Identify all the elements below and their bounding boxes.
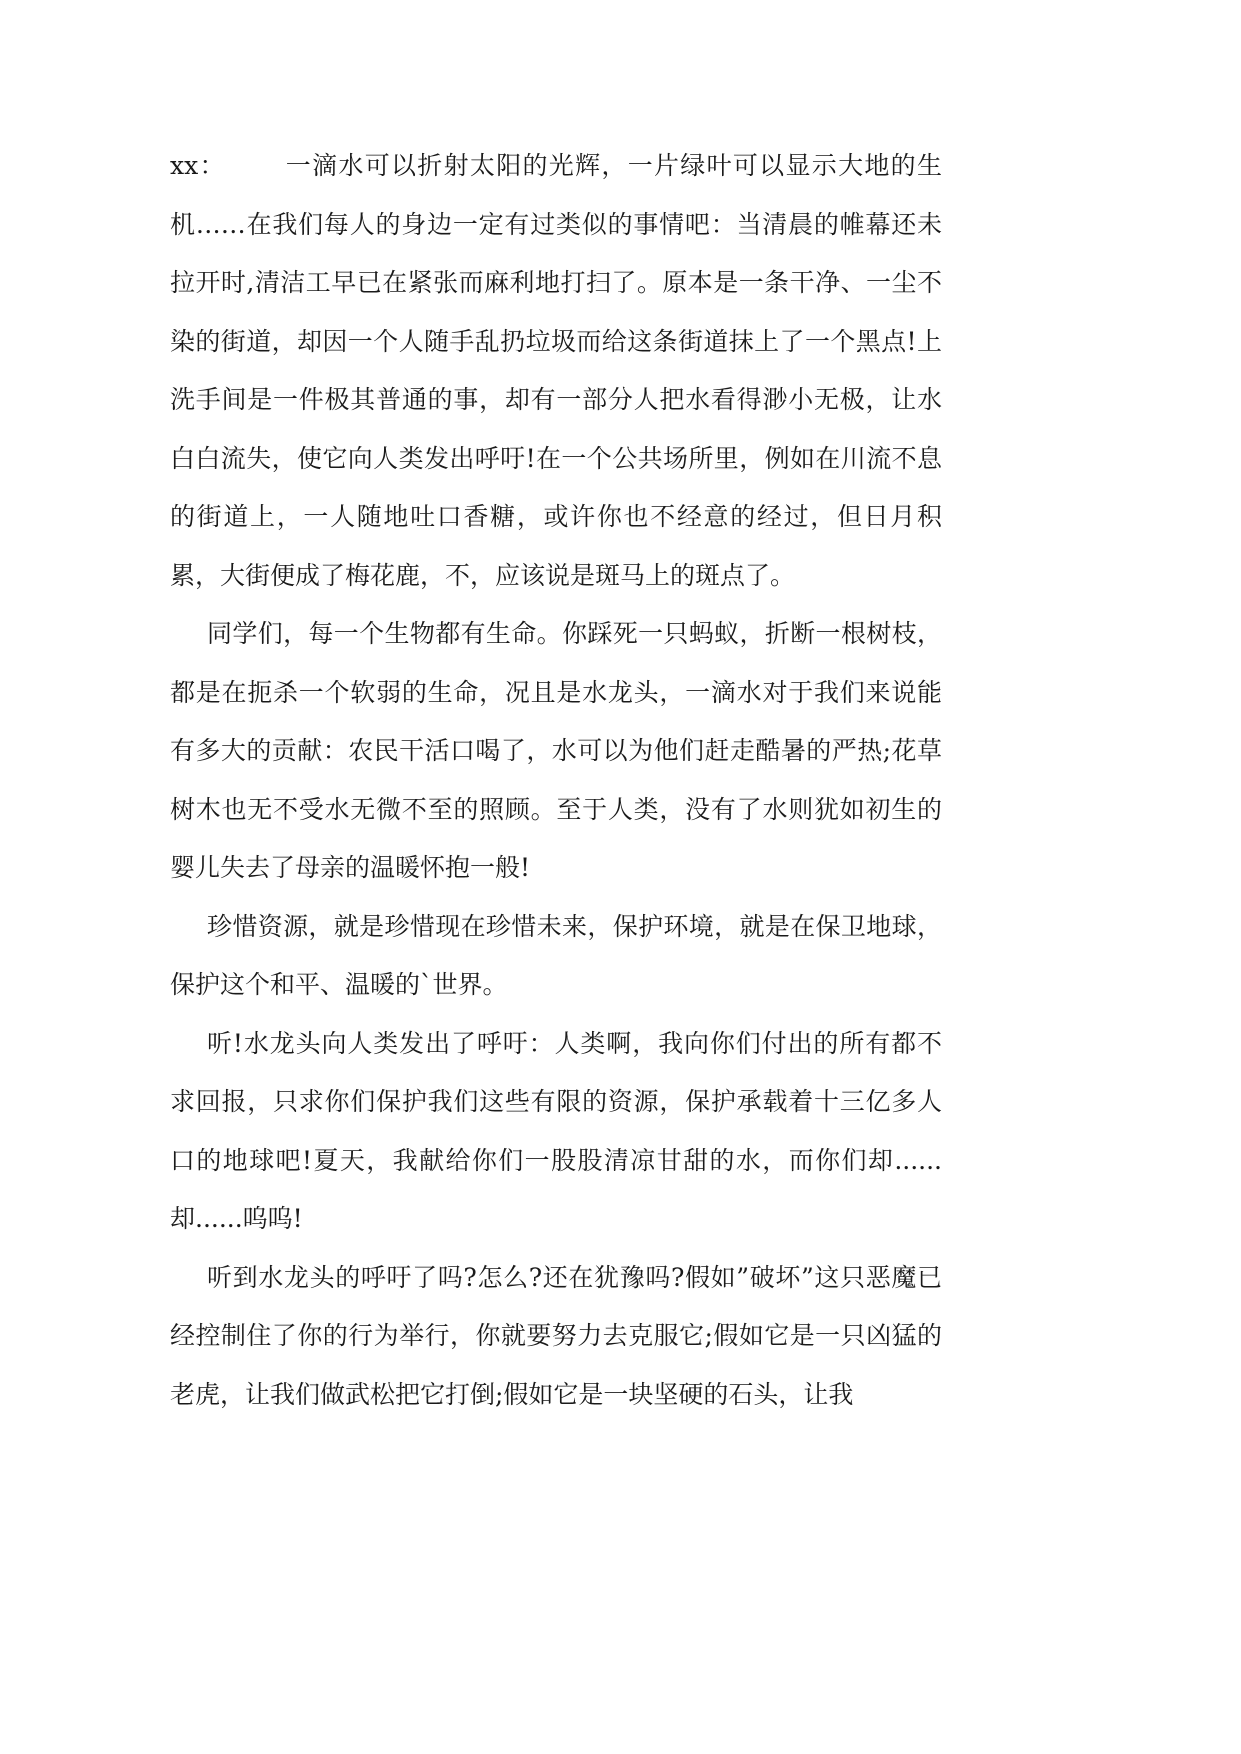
paragraph-2: 同学们，每一个生物都有生命。你踩死一只蚂蚁，折断一根树枝，都是在扼杀一个软弱的生命，况且是水龙头，一滴水对于我们来说能有多大的贡献：农民干活口喝了，水可以为他们赶走酷暑的严热;花草树木也无不受水无微不至的照顾。至于人类，没有了水则犹如初生的婴儿失去了母亲的温暖怀抱一般!	[170, 619, 942, 882]
salutation: xx：	[170, 151, 226, 180]
paragraph-3: 珍惜资源，就是珍惜现在珍惜未来，保护环境，就是在保卫地球，保护这个和平、温暖的`世界。	[170, 911, 942, 999]
document-body	[170, 137, 942, 1424]
paragraph-5: 听到水龙头的呼吁了吗?怎么?还在犹豫吗?假如”破坏”这只恶魔已经控制住了你的行为举行，你就要努力去克服它;假如它是一只凶猛的老虎，让我们做武松把它打倒;假如它是一块坚硬的石头，让我	[170, 1262, 942, 1409]
paragraph-4: 听!水龙头向人类发出了呼吁：人类啊，我向你们付出的所有都不求回报，只求你们保护我们这些有限的资源，保护承载着十三亿多人口的地球吧!夏天，我献给你们一股股清凉甘甜的水，而你们却......却......呜呜!	[170, 1028, 942, 1233]
paragraph-1-text: 一滴水可以折射太阳的光辉，一片绿叶可以显示大地的生机……在我们每人的身边一定有过类似的事情吧：当清晨的帷幕还未拉开时,清洁工早已在紧张而麻利地打扫了。原本是一条干净、一尘不染的街道，却因一个人随手乱扔垃圾而给这条街道抹上了一个黑点!上洗手间是一件极其普通的事，却有一部分人把水看得渺小无极，让水白白流失，使它向人类发出呼吁!在一个公共场所里，例如在川流不息的街道上，一人随地吐口香糖，或许你也不经意的经过，但日月积累，大街便成了梅花鹿，不，应该说是斑马上的斑点了。	[170, 151, 942, 590]
paragraph-1	[170, 137, 942, 605]
